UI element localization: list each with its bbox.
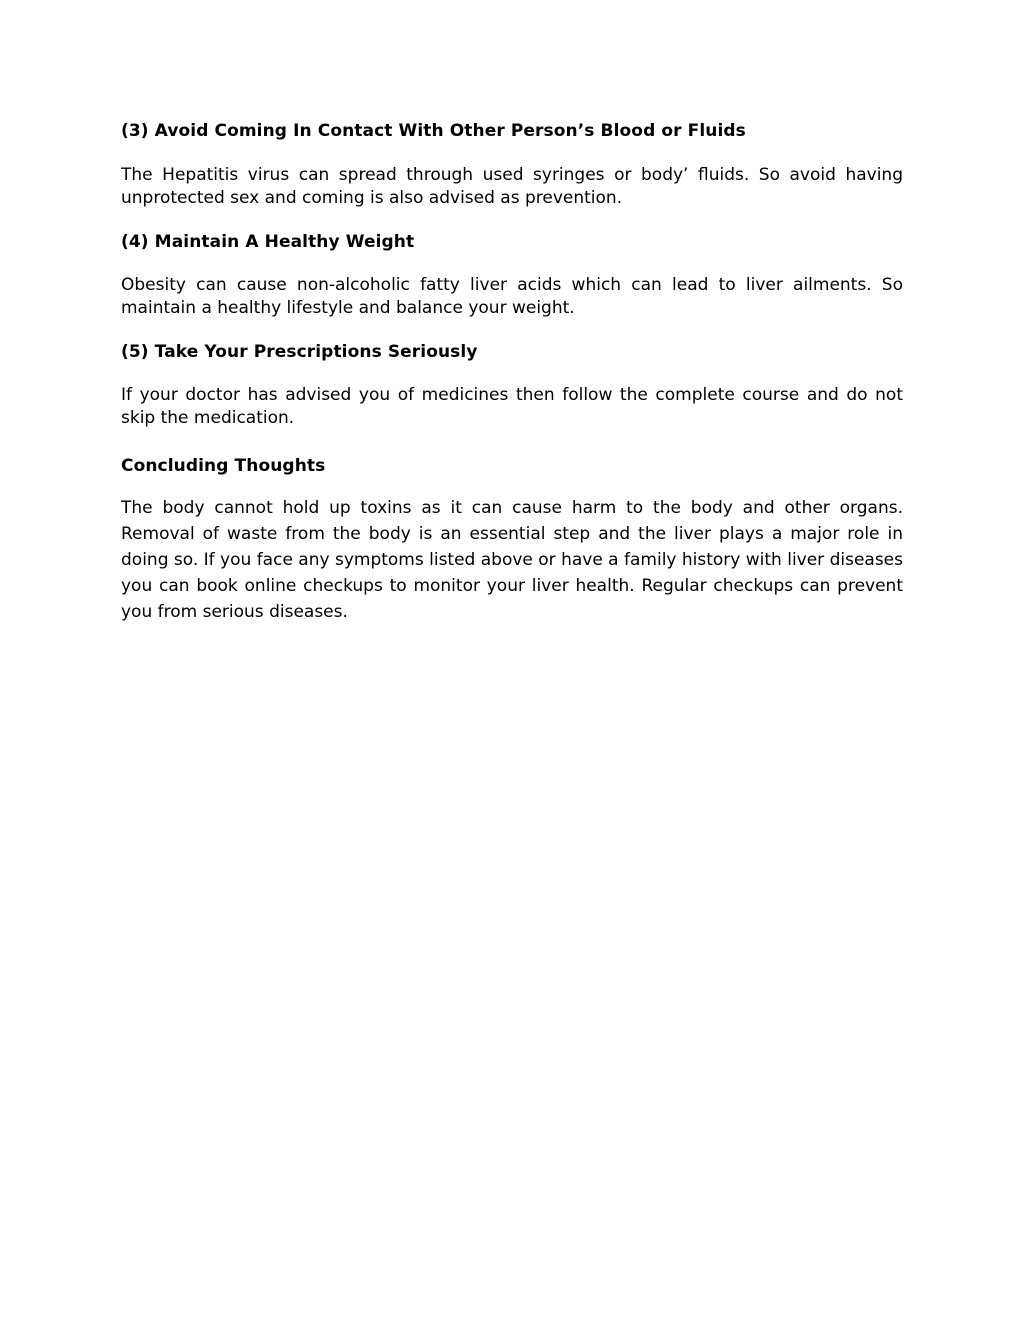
document-page <box>121 118 903 625</box>
section-body-prescriptions: If your doctor has advised you of medicines then follow the complete course and do not skip the medication. <box>121 385 903 428</box>
section-heading-prescriptions: (5) Take Your Prescriptions Seriously <box>121 342 478 362</box>
section-body-concluding-thoughts: The body cannot hold up toxins as it can cause harm to the body and other organs. Removal of waste from the body is an essential step and the liver plays a major role in doing so. If you face any symptoms listed above or have a family history with liver diseases you can book online checkups to monitor your liver health. Regular checkups can prevent you from serious diseases. <box>121 498 903 622</box>
section-heading-concluding-thoughts: Concluding Thoughts <box>121 456 326 476</box>
section-body-healthy-weight: Obesity can cause non-alcoholic fatty liver acids which can lead to liver ailments. So maintain a healthy lifestyle and balance your weight. <box>121 275 903 318</box>
section-body-avoid-contact: The Hepatitis virus can spread through used syringes or body’ fluids. So avoid having unprotected sex and coming is also advised as prevention. <box>121 165 903 208</box>
section-heading-healthy-weight: (4) Maintain A Healthy Weight <box>121 232 415 252</box>
section-heading-avoid-contact: (3) Avoid Coming In Contact With Other Person’s Blood or Fluids <box>121 121 746 141</box>
